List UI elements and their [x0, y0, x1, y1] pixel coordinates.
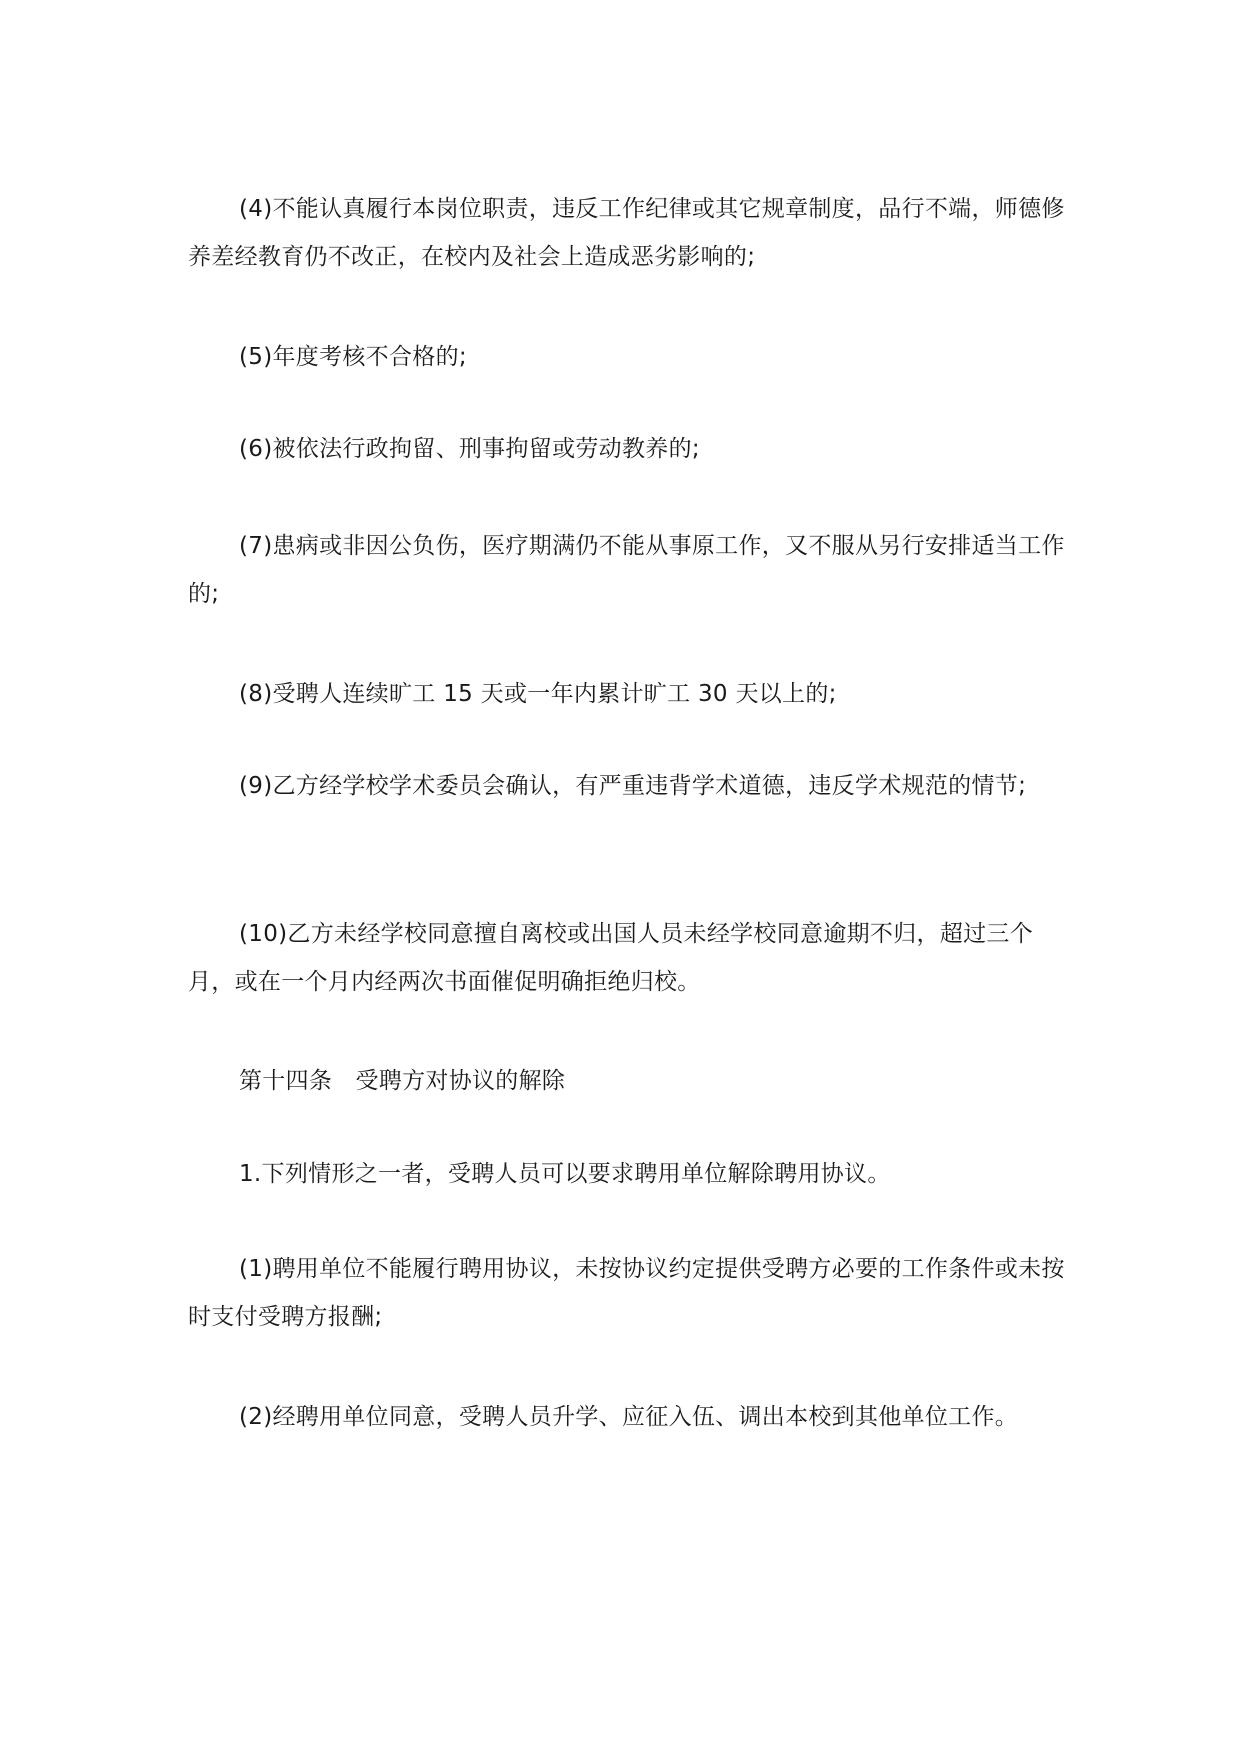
clause-8: (8)受聘人连续旷工 15 天或一年内累计旷工 30 天以上的; — [239, 681, 837, 707]
clause-10: (10)乙方未经学校同意擅自离校或出国人员未经学校同意逾期不归，超过三个月，或在一个月内经两次书面催促明确拒绝归校。 — [188, 921, 1034, 995]
clause-5: (5)年度考核不合格的; — [239, 344, 467, 370]
clause-6: (6)被依法行政拘留、刑事拘留或劳动教养的; — [239, 436, 700, 462]
sub-clause-2: (2)经聘用单位同意，受聘人员升学、应征入伍、调出本校到其他单位工作。 — [239, 1404, 1019, 1430]
sub-clause-1: (1)聘用单位不能履行聘用协议，未按协议约定提供受聘方必要的工作条件或未按时支付受聘方报酬; — [188, 1256, 1065, 1330]
clause-7: (7)患病或非因公负伤，医疗期满仍不能从事原工作，又不服从另行安排适当工作的; — [188, 533, 1065, 607]
article-14-heading: 第十四条 受聘方对协议的解除 — [239, 1068, 566, 1094]
clause-4: (4)不能认真履行本岗位职责，违反工作纪律或其它规章制度，品行不端，师德修养差经教育仍不改正，在校内及社会上造成恶劣影响的; — [188, 196, 1065, 270]
item-1: 1.下列情形之一者，受聘人员可以要求聘用单位解除聘用协议。 — [239, 1161, 891, 1187]
clause-9: (9)乙方经学校学术委员会确认，有严重违背学术道德，违反学术规范的情节; — [239, 773, 1027, 799]
